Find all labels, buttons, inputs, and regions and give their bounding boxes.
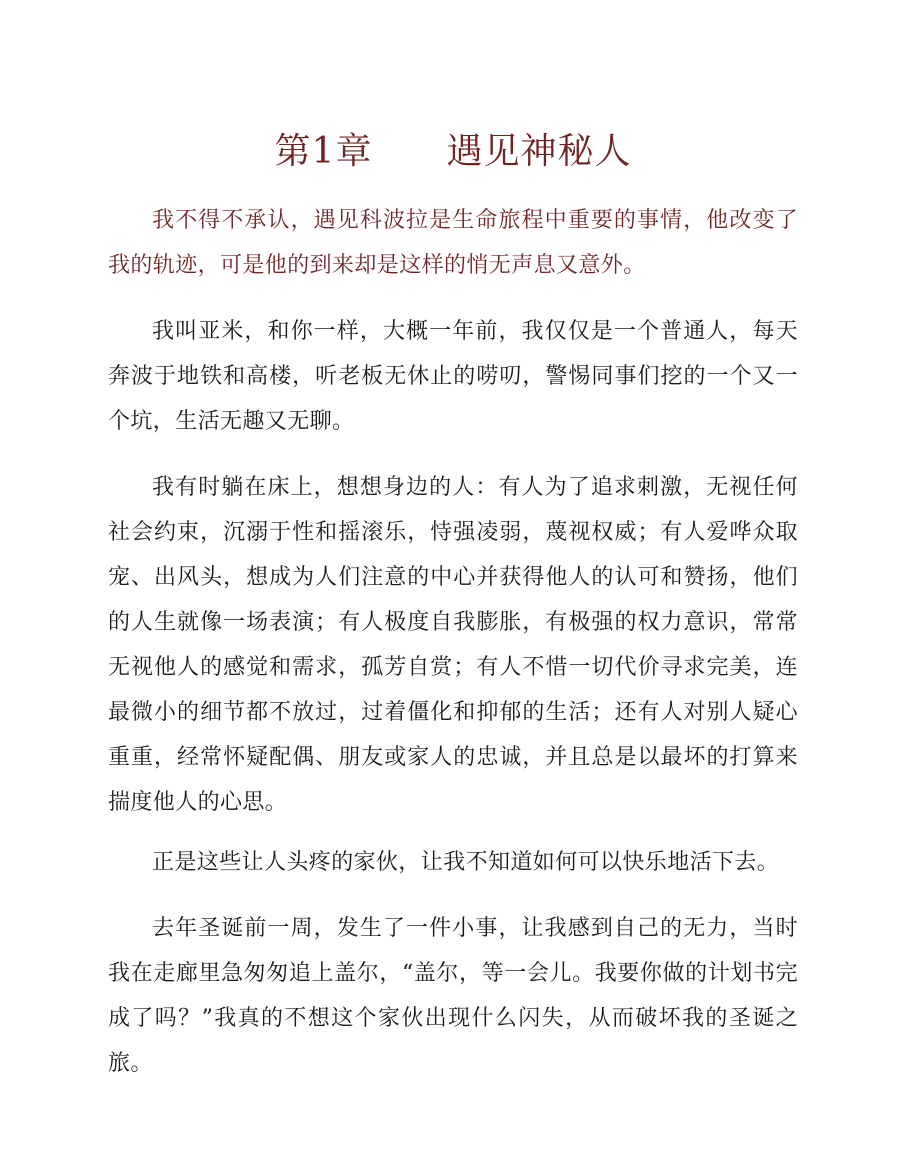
body-paragraph: 正是这些让人头疼的家伙，让我不知道如何可以快乐地活下去。 (152, 850, 780, 875)
body-paragraph: 去年圣诞前一周，发生了一件小事，让我感到自己的无力，当时我在走廊里急匆匆追上盖尔，“盖尔，等一会儿。我要你做的计划书完成了吗？”我真的不想这个家伙出现什么闪失，从而破坏我的圣诞之旅。 (108, 916, 798, 1076)
intro-paragraph: 我不得不承认，遇见科波拉是生命旅程中重要的事情，他改变了我的轨迹，可是他的到来却是这样的悄无声息又意外。 (108, 208, 798, 278)
chapter-title: 第1章 遇见神秘人 (274, 131, 632, 172)
body-paragraph: 我有时躺在床上，想想身边的人：有人为了追求刺激，无视任何社会约束，沉溺于性和摇滚乐，恃强凌弱，蔑视权威；有人爱哗众取宠、出风头，想成为人们注意的中心并获得他人的认可和赞扬，他们的人生就像一场表演；有人极度自我膨胀，有极强的权力意识，常常无视他人的感觉和需求，孤芳自赏；有人不惜一切代价寻求完美，连最微小的细节都不放过，过着僵化和抑郁的生活；还有人对别人疑心重重，经常怀疑配偶、朋友或家人的忠诚，并且总是以最坏的打算来揣度他人的心思。 (108, 475, 798, 815)
body-paragraph: 我叫亚米，和你一样，大概一年前，我仅仅是一个普通人，每天奔波于地铁和高楼，听老板无休止的唠叨，警惕同事们挖的一个又一个坑，生活无趣又无聊。 (108, 319, 798, 434)
